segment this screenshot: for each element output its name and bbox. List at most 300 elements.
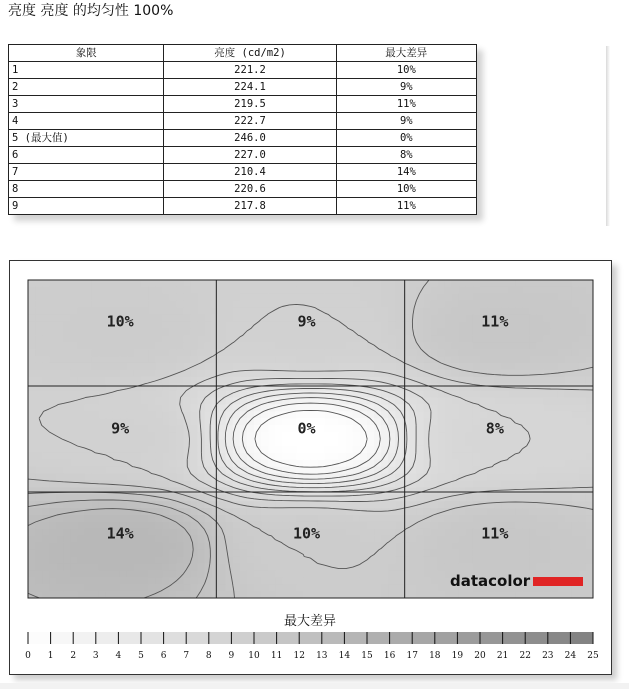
heat-pixel: [205, 280, 213, 288]
heat-pixel: [438, 432, 446, 440]
heat-pixel: [409, 563, 417, 571]
heat-pixel: [466, 280, 474, 288]
heat-pixel: [113, 474, 121, 482]
heat-pixel: [515, 515, 523, 523]
heat-pixel: [311, 398, 319, 406]
heat-pixel: [49, 522, 57, 530]
heat-pixel: [35, 301, 43, 309]
heat-pixel: [219, 577, 227, 585]
heat-pixel: [205, 404, 213, 412]
heat-pixel: [480, 377, 488, 385]
heat-pixel: [169, 404, 177, 412]
heat-pixel: [409, 398, 417, 406]
heat-pixel: [494, 487, 502, 495]
heat-pixel: [494, 349, 502, 357]
heat-pixel: [148, 280, 156, 288]
heat-pixel: [99, 328, 107, 336]
heat-pixel: [551, 529, 559, 537]
heat-pixel: [106, 501, 114, 509]
heat-pixel: [127, 404, 135, 412]
heat-pixel: [148, 404, 156, 412]
heat-pixel: [219, 287, 227, 295]
colorbar-segment: [570, 632, 593, 644]
heat-pixel: [438, 328, 446, 336]
heat-pixel: [35, 550, 43, 558]
heat-pixel: [198, 543, 206, 551]
heat-pixel: [544, 563, 552, 571]
heat-pixel: [515, 404, 523, 412]
heat-pixel: [473, 294, 481, 302]
heat-pixel: [529, 425, 537, 433]
heat-pixel: [176, 280, 184, 288]
heat-pixel: [56, 432, 64, 440]
heat-pixel: [346, 584, 354, 592]
heat-pixel: [148, 349, 156, 357]
heat-pixel: [586, 536, 594, 544]
heat-pixel: [198, 391, 206, 399]
heat-pixel: [360, 287, 368, 295]
heat-pixel: [395, 591, 403, 599]
heat-pixel: [452, 550, 460, 558]
heat-pixel: [169, 570, 177, 578]
heat-pixel: [113, 570, 121, 578]
heat-pixel: [501, 377, 509, 385]
heat-pixel: [515, 432, 523, 440]
heat-pixel: [127, 391, 135, 399]
heat-pixel: [325, 570, 333, 578]
heat-pixel: [35, 315, 43, 323]
heat-pixel: [247, 349, 255, 357]
heat-pixel: [339, 363, 347, 371]
heat-pixel: [162, 446, 170, 454]
heat-pixel: [473, 529, 481, 537]
colorbar-segment: [141, 632, 164, 644]
heat-pixel: [162, 315, 170, 323]
heat-pixel: [452, 349, 460, 357]
heat-pixel: [529, 557, 537, 565]
heat-pixel: [325, 453, 333, 461]
heat-pixel: [353, 287, 361, 295]
heat-pixel: [155, 543, 163, 551]
heat-pixel: [205, 460, 213, 468]
heat-pixel: [176, 460, 184, 468]
heat-pixel: [233, 570, 241, 578]
heat-pixel: [494, 446, 502, 454]
heat-pixel: [402, 432, 410, 440]
heat-pixel: [282, 515, 290, 523]
heat-pixel: [438, 335, 446, 343]
heat-pixel: [77, 287, 85, 295]
heat-pixel: [416, 439, 424, 447]
heat-pixel: [275, 570, 283, 578]
heat-pixel: [381, 335, 389, 343]
heat-pixel: [360, 294, 368, 302]
heat-pixel: [35, 467, 43, 475]
heat-pixel: [544, 529, 552, 537]
heat-pixel: [515, 474, 523, 482]
heat-pixel: [113, 398, 121, 406]
heat-pixel: [501, 474, 509, 482]
heat-pixel: [381, 287, 389, 295]
heat-pixel: [558, 301, 566, 309]
heat-pixel: [212, 335, 220, 343]
heat-pixel: [303, 294, 311, 302]
heat-pixel: [473, 342, 481, 350]
heat-pixel: [318, 591, 326, 599]
heat-pixel: [42, 480, 50, 488]
heat-pixel: [303, 467, 311, 475]
heat-pixel: [254, 384, 262, 392]
heat-pixel: [99, 432, 107, 440]
heat-pixel: [402, 370, 410, 378]
heat-pixel: [473, 508, 481, 516]
heat-pixel: [176, 301, 184, 309]
heat-pixel: [70, 287, 78, 295]
heat-pixel: [176, 453, 184, 461]
heat-pixel: [247, 584, 255, 592]
heat-pixel: [176, 536, 184, 544]
heat-pixel: [325, 487, 333, 495]
heat-pixel: [332, 439, 340, 447]
heat-pixel: [339, 515, 347, 523]
heat-pixel: [233, 349, 241, 357]
heat-pixel: [431, 543, 439, 551]
heat-pixel: [529, 563, 537, 571]
heat-pixel: [49, 391, 57, 399]
heat-pixel: [311, 543, 319, 551]
heat-pixel: [515, 384, 523, 392]
heat-pixel: [261, 543, 269, 551]
heat-pixel: [346, 432, 354, 440]
heat-pixel: [537, 342, 545, 350]
heat-pixel: [169, 294, 177, 302]
heat-pixel: [339, 577, 347, 585]
heat-pixel: [332, 501, 340, 509]
heat-pixel: [572, 467, 580, 475]
heat-pixel: [106, 474, 114, 482]
heat-pixel: [522, 508, 530, 516]
heat-pixel: [183, 280, 191, 288]
heat-pixel: [558, 321, 566, 329]
heat-pixel: [339, 377, 347, 385]
heat-pixel: [480, 446, 488, 454]
heat-pixel: [99, 321, 107, 329]
heat-pixel: [466, 529, 474, 537]
heat-pixel: [579, 550, 587, 558]
heat-pixel: [473, 563, 481, 571]
heat-pixel: [551, 398, 559, 406]
heat-pixel: [155, 536, 163, 544]
heat-pixel: [35, 287, 43, 295]
heat-pixel: [431, 536, 439, 544]
heat-pixel: [141, 515, 149, 523]
luminance-cell: 217.8: [164, 198, 336, 215]
heat-pixel: [141, 536, 149, 544]
heat-pixel: [190, 425, 198, 433]
heat-pixel: [254, 508, 262, 516]
heat-pixel: [183, 474, 191, 482]
heat-pixel: [155, 446, 163, 454]
heat-pixel: [529, 308, 537, 316]
heat-pixel: [501, 557, 509, 565]
heat-pixel: [212, 522, 220, 530]
heat-pixel: [212, 536, 220, 544]
heat-pixel: [522, 349, 530, 357]
heat-pixel: [296, 391, 304, 399]
heat-pixel: [275, 349, 283, 357]
heat-pixel: [120, 577, 128, 585]
heat-pixel: [522, 467, 530, 475]
heat-pixel: [77, 328, 85, 336]
heat-pixel: [77, 349, 85, 357]
heat-pixel: [134, 294, 142, 302]
heat-pixel: [522, 363, 530, 371]
heat-pixel: [56, 342, 64, 350]
heat-pixel: [466, 411, 474, 419]
heat-pixel: [544, 460, 552, 468]
heat-pixel: [169, 439, 177, 447]
heat-pixel: [325, 294, 333, 302]
heat-pixel: [28, 384, 36, 392]
heat-pixel: [565, 425, 573, 433]
heat-pixel: [268, 563, 276, 571]
heat-pixel: [332, 570, 340, 578]
heat-pixel: [360, 577, 368, 585]
heat-pixel: [169, 280, 177, 288]
heat-pixel: [183, 342, 191, 350]
heat-pixel: [35, 328, 43, 336]
heat-pixel: [289, 384, 297, 392]
heat-pixel: [367, 432, 375, 440]
heat-pixel: [558, 543, 566, 551]
cell-deviation-label: 10%: [292, 524, 321, 543]
heat-pixel: [452, 474, 460, 482]
heat-pixel: [169, 301, 177, 309]
heat-pixel: [28, 280, 36, 288]
heat-pixel: [431, 425, 439, 433]
heat-pixel: [431, 321, 439, 329]
heat-pixel: [148, 411, 156, 419]
colorbar-tick-label: 10: [248, 651, 260, 661]
heat-pixel: [56, 349, 64, 357]
heat-pixel: [63, 384, 71, 392]
heat-pixel: [466, 349, 474, 357]
heat-pixel: [459, 287, 467, 295]
heat-pixel: [183, 328, 191, 336]
heat-pixel: [318, 487, 326, 495]
heat-pixel: [565, 377, 573, 385]
heat-pixel: [169, 384, 177, 392]
heat-pixel: [565, 308, 573, 316]
heat-pixel: [494, 480, 502, 488]
heat-pixel: [261, 432, 269, 440]
heat-pixel: [268, 335, 276, 343]
heat-pixel: [522, 342, 530, 350]
heat-pixel: [424, 280, 432, 288]
heat-pixel: [311, 570, 319, 578]
heat-pixel: [303, 384, 311, 392]
heat-pixel: [544, 356, 552, 364]
heat-pixel: [296, 446, 304, 454]
heat-pixel: [77, 453, 85, 461]
heat-pixel: [190, 543, 198, 551]
heat-pixel: [169, 411, 177, 419]
heat-pixel: [49, 287, 57, 295]
heat-pixel: [459, 515, 467, 523]
heat-pixel: [332, 349, 340, 357]
heat-pixel: [537, 384, 545, 392]
heat-pixel: [190, 577, 198, 585]
heat-pixel: [198, 460, 206, 468]
heat-pixel: [332, 577, 340, 585]
heat-pixel: [537, 404, 545, 412]
heat-pixel: [459, 391, 467, 399]
heat-pixel: [416, 467, 424, 475]
heat-pixel: [85, 411, 93, 419]
heat-pixel: [537, 418, 545, 426]
heat-pixel: [141, 404, 149, 412]
heat-pixel: [565, 294, 573, 302]
heat-pixel: [325, 349, 333, 357]
heat-pixel: [28, 467, 36, 475]
heat-pixel: [353, 591, 361, 599]
heat-pixel: [445, 557, 453, 565]
heat-pixel: [190, 321, 198, 329]
heat-pixel: [339, 398, 347, 406]
heat-pixel: [522, 377, 530, 385]
heat-pixel: [155, 294, 163, 302]
heat-pixel: [183, 287, 191, 295]
heat-pixel: [431, 591, 439, 599]
heat-pixel: [212, 584, 220, 592]
heat-pixel: [261, 515, 269, 523]
heat-pixel: [155, 363, 163, 371]
heat-pixel: [141, 570, 149, 578]
heat-pixel: [226, 584, 234, 592]
heat-pixel: [155, 529, 163, 537]
heat-pixel: [586, 335, 594, 343]
heat-pixel: [49, 460, 57, 468]
heat-pixel: [233, 550, 241, 558]
heat-pixel: [233, 536, 241, 544]
heat-pixel: [360, 315, 368, 323]
heat-pixel: [318, 425, 326, 433]
heat-pixel: [353, 384, 361, 392]
heat-pixel: [176, 474, 184, 482]
heat-pixel: [92, 294, 100, 302]
heat-pixel: [233, 287, 241, 295]
heat-pixel: [494, 363, 502, 371]
heat-pixel: [508, 515, 516, 523]
heat-pixel: [176, 356, 184, 364]
heat-pixel: [409, 515, 417, 523]
heat-pixel: [325, 328, 333, 336]
heat-pixel: [487, 543, 495, 551]
colorbar-segment: [254, 632, 277, 644]
heat-pixel: [282, 453, 290, 461]
heat-pixel: [529, 342, 537, 350]
deviation-cell: 11%: [336, 96, 476, 113]
heat-pixel: [537, 557, 545, 565]
heat-pixel: [28, 446, 36, 454]
heat-pixel: [367, 301, 375, 309]
heat-pixel: [176, 577, 184, 585]
heat-pixel: [56, 522, 64, 530]
heat-pixel: [106, 294, 114, 302]
heat-pixel: [28, 335, 36, 343]
heat-pixel: [537, 536, 545, 544]
heat-pixel: [169, 425, 177, 433]
heat-pixel: [282, 384, 290, 392]
heat-pixel: [551, 411, 559, 419]
heat-pixel: [572, 543, 580, 551]
heat-pixel: [99, 584, 107, 592]
heat-pixel: [49, 591, 57, 599]
heat-pixel: [56, 391, 64, 399]
heat-pixel: [113, 377, 121, 385]
heat-pixel: [183, 487, 191, 495]
heat-pixel: [162, 356, 170, 364]
heat-pixel: [92, 557, 100, 565]
heat-pixel: [325, 418, 333, 426]
heat-pixel: [127, 563, 135, 571]
heat-pixel: [56, 356, 64, 364]
heat-pixel: [85, 474, 93, 482]
heat-pixel: [77, 425, 85, 433]
heat-pixel: [169, 543, 177, 551]
heat-pixel: [459, 335, 467, 343]
heat-pixel: [551, 384, 559, 392]
heat-pixel: [395, 349, 403, 357]
heat-pixel: [332, 515, 340, 523]
heat-pixel: [558, 342, 566, 350]
heat-pixel: [565, 315, 573, 323]
colorbar-tick-label: 4: [115, 651, 122, 661]
heat-pixel: [42, 584, 50, 592]
heat-pixel: [388, 563, 396, 571]
heat-pixel: [261, 301, 269, 309]
heat-pixel: [120, 550, 128, 558]
heat-pixel: [77, 474, 85, 482]
heat-pixel: [198, 315, 206, 323]
heat-pixel: [247, 301, 255, 309]
heat-pixel: [445, 294, 453, 302]
heat-pixel: [77, 280, 85, 288]
heat-pixel: [311, 480, 319, 488]
heat-pixel: [303, 584, 311, 592]
heat-pixel: [113, 439, 121, 447]
heat-pixel: [212, 301, 220, 309]
heat-pixel: [134, 301, 142, 309]
heat-pixel: [120, 391, 128, 399]
heat-pixel: [452, 384, 460, 392]
heat-pixel: [452, 522, 460, 530]
heat-pixel: [240, 342, 248, 350]
heat-pixel: [247, 294, 255, 302]
heat-pixel: [452, 453, 460, 461]
heat-pixel: [346, 287, 354, 295]
heat-pixel: [70, 349, 78, 357]
heat-pixel: [205, 294, 213, 302]
heat-pixel: [318, 335, 326, 343]
heat-pixel: [303, 301, 311, 309]
heat-pixel: [240, 308, 248, 316]
heat-pixel: [134, 411, 142, 419]
heat-pixel: [42, 280, 50, 288]
heat-pixel: [395, 439, 403, 447]
heat-pixel: [268, 356, 276, 364]
heat-pixel: [459, 563, 467, 571]
